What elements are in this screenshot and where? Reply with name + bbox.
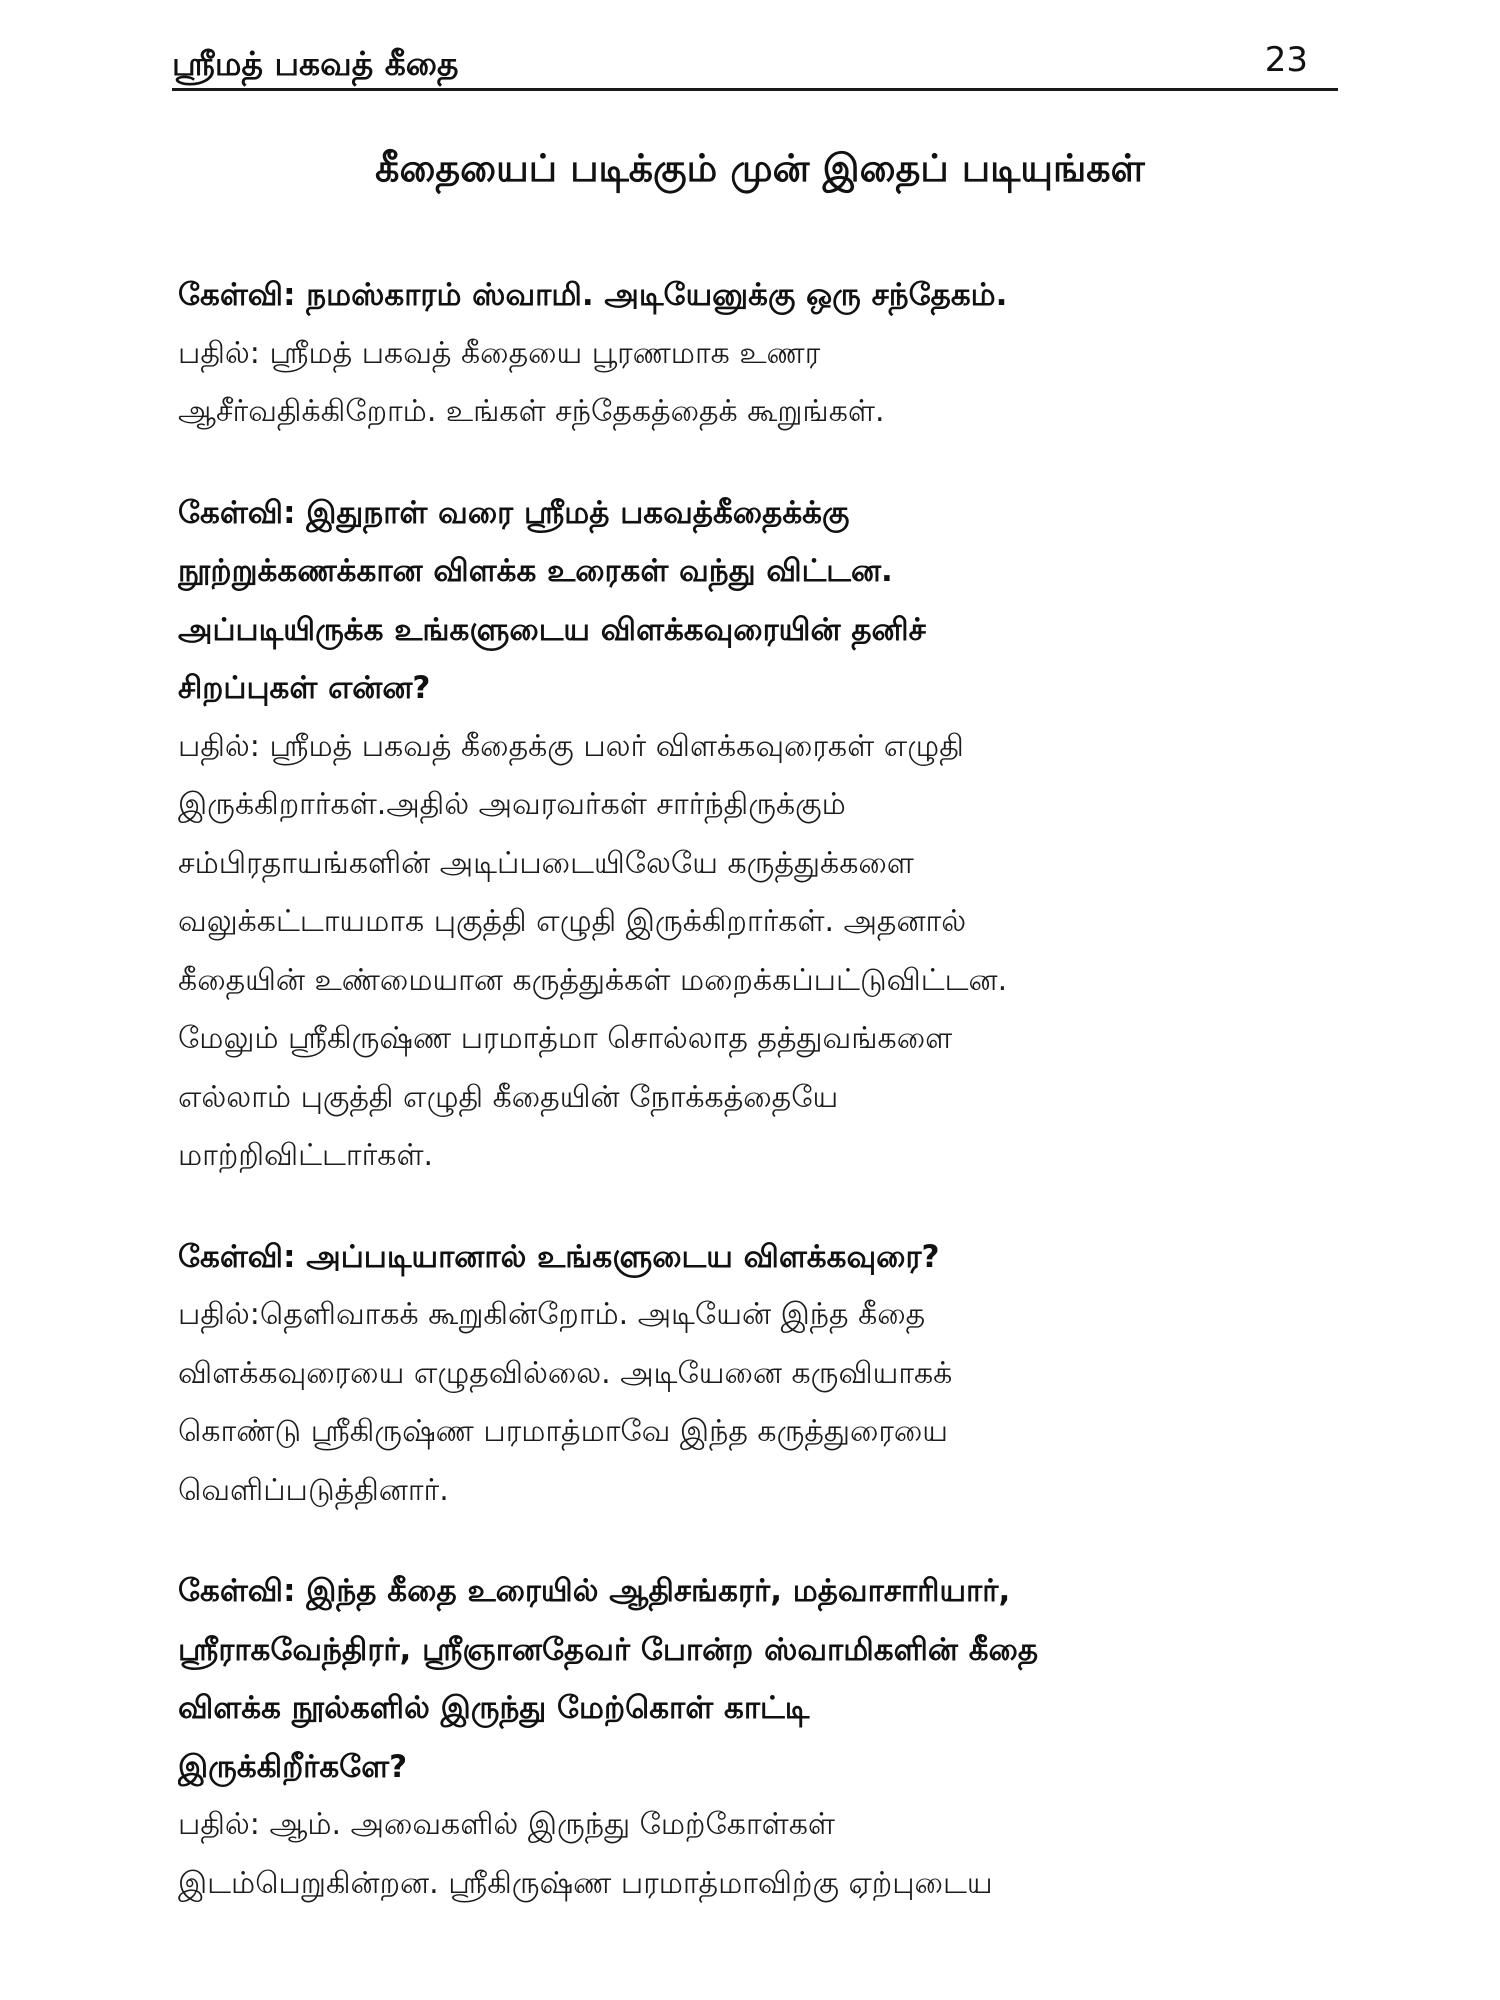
- question-line: அப்படியிருக்க உங்களுடைய விளக்கவுரையின் தனிச்: [178, 611, 926, 648]
- running-header: [172, 40, 1338, 90]
- answer-line: மேலும் ஸ்ரீகிருஷ்ண பரமாத்மா சொல்லாத தத்துவங்களை: [178, 1021, 953, 1056]
- qa-content: [178, 266, 1338, 1955]
- question-line: ஸ்ரீராகவேந்திரர், ஸ்ரீஞானதேவர் போன்ற ஸ்வாமிகளின் கீதை: [178, 1631, 1039, 1668]
- answer-line: இருக்கிறார்கள்.அதில் அவரவர்கள் சார்ந்திருக்கும்: [178, 787, 846, 822]
- question-line: கேள்வி: நமஸ்காரம் ஸ்வாமி. அடியேனுக்கு ஒரு சந்தேகம்.: [178, 277, 1008, 313]
- qa-block-2: [178, 484, 1338, 1186]
- question-line: நூற்றுக்கணக்கான விளக்க உரைகள் வந்து விட்டன.: [178, 553, 893, 589]
- answer: [178, 325, 1338, 442]
- question-line: கேள்வி: இந்த கீதை உரையில் ஆதிசங்கரர், மத்வாசாரியார்,: [178, 1573, 1011, 1609]
- answer-line: விளக்கவுரையை எழுதவில்லை. அடியேனை கருவியாகக்: [178, 1355, 953, 1391]
- answer: [178, 718, 1338, 1186]
- answer-line: கொண்டு ஸ்ரீகிருஷ்ண பரமாத்மாவே இந்த கருத்துரையை: [178, 1414, 948, 1449]
- answer: [178, 1286, 1338, 1520]
- answer-line: பதில்: ஸ்ரீமத் பகவத் கீதைக்கு பலர் விளக்கவுரைகள் எழுதி: [178, 728, 964, 764]
- qa-block-4: [178, 1562, 1338, 1913]
- answer-line: பதில்:தெளிவாகக் கூறுகின்றோம். அடியேன் இந்த கீதை: [178, 1297, 926, 1332]
- answer-line: சம்பிரதாயங்களின் அடிப்படையிலேயே கருத்துக்களை: [178, 845, 914, 881]
- question: [178, 266, 1338, 325]
- question-line: கேள்வி: அப்படியானால் உங்களுடைய விளக்கவுரை?: [178, 1238, 940, 1275]
- answer-line: மாற்றிவிட்டார்கள்.: [178, 1138, 434, 1173]
- header-rule: [172, 88, 1338, 91]
- page-number: 23: [1264, 40, 1308, 80]
- question-line: சிறப்புகள் என்ன?: [178, 670, 431, 706]
- answer: [178, 1796, 1338, 1913]
- question-line: விளக்க நூல்களில் இருந்து மேற்கொள் காட்டி: [178, 1690, 810, 1726]
- question: [178, 1562, 1338, 1796]
- question: [178, 484, 1338, 718]
- answer-line: பதில்: ஸ்ரீமத் பகவத் கீதையை பூரணமாக உணர: [178, 335, 821, 371]
- answer-line: இடம்பெறுகின்றன. ஸ்ரீகிருஷ்ண பரமாத்மாவிற்கு ஏற்புடைய: [178, 1865, 993, 1901]
- page-heading: கீதையைப் படிக்கும் முன் இதைப் படியுங்கள்: [375, 146, 1145, 190]
- answer-line: பதில்: ஆம். அவைகளில் இருந்து மேற்கோள்கள்: [178, 1807, 835, 1842]
- question: [178, 1228, 1338, 1287]
- answer-line: கீதையின் உண்மையான கருத்துக்கள் மறைக்கப்பட்டுவிட்டன.: [178, 962, 1008, 998]
- book-title: ஸ்ரீமத் பகவத் கீதை: [172, 44, 459, 83]
- answer-line: வலுக்கட்டாயமாக புகுத்தி எழுதி இருக்கிறார்கள். அதனால்: [178, 904, 967, 939]
- answer-line: வெளிப்படுத்தினார்.: [178, 1472, 449, 1508]
- answer-line: எல்லாம் புகுத்தி எழுதி கீதையின் நோக்கத்தையே: [178, 1079, 839, 1115]
- qa-block-3: [178, 1228, 1338, 1521]
- answer-line: ஆசீர்வதிக்கிறோம். உங்கள் சந்தேகத்தைக் கூறுங்கள்.: [178, 394, 885, 429]
- qa-block-1: [178, 266, 1338, 442]
- question-line: கேள்வி: இதுநாள் வரை ஸ்ரீமத் பகவத்கீதைக்க்கு: [178, 494, 850, 531]
- question-line: இருக்கிறீர்களே?: [178, 1748, 408, 1785]
